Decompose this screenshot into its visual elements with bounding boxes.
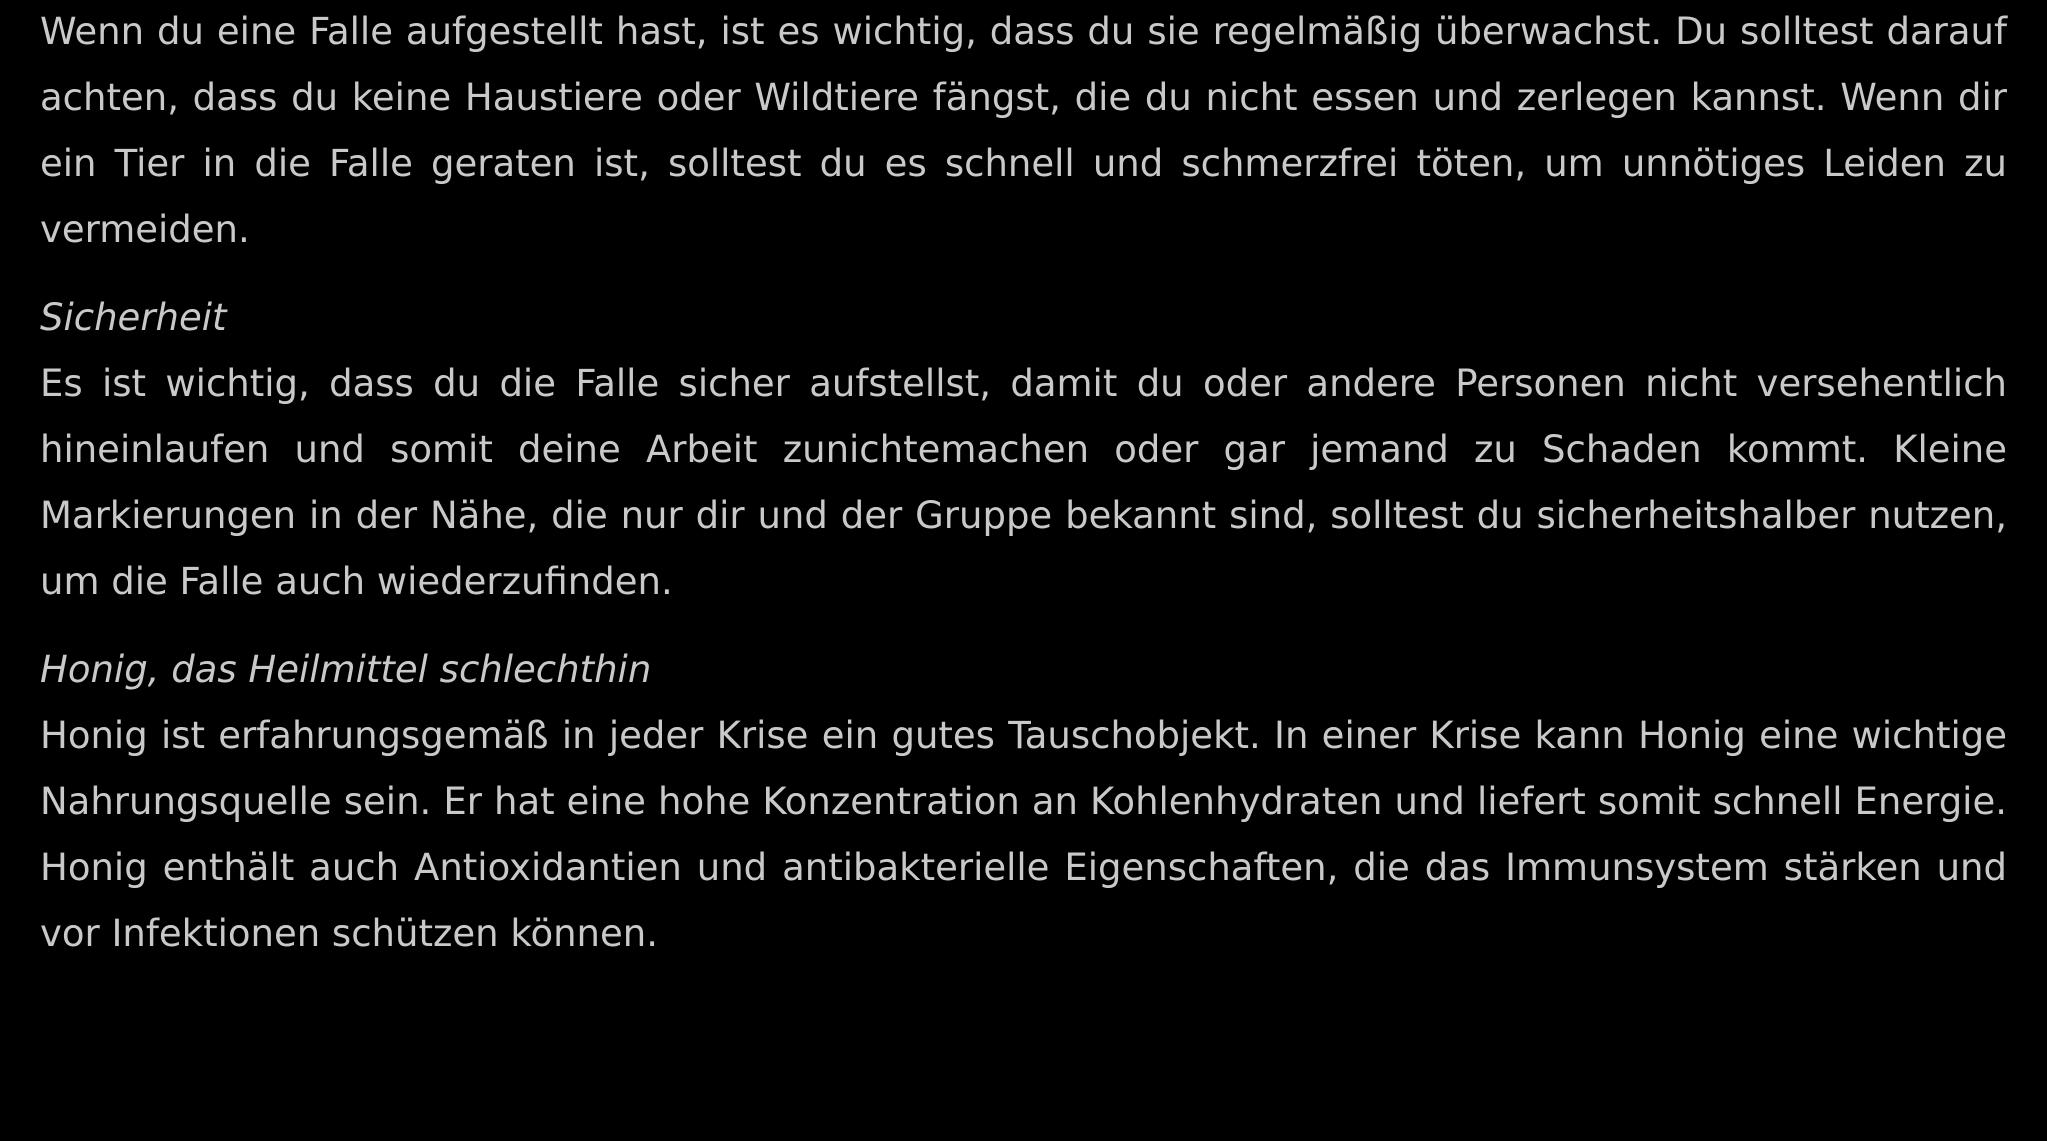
paragraph-falle-ueberwachen: Wenn du eine Falle aufgestellt hast, ist es wichtig, dass du sie regelmäßig überwachst. Du solltest darauf achten, dass du keine Haustiere oder Wildtiere fängst, die du nicht essen und zerlegen kannst. Wenn dir ein Tier in die Falle geraten ist, solltest du es schnell und schmerzfrei töten, um unnötiges Leiden zu vermeiden. xyxy=(40,10,2007,251)
paragraph-honig: Honig ist erfahrungsgemäß in jeder Krise ein gutes Tauschobjekt. In einer Krise kann Honig eine wichtige Nahrungsquelle sein. Er hat eine hohe Konzentration an Kohlenhydraten und liefert somit schnell Energie. Honig enthält auch Antioxidantien und antibakterielle Eigenschaften, die das Immunsystem stärken und vor Infektionen schützen können. xyxy=(40,714,2007,955)
section-heading-honig: Honig, das Heilmittel schlechthin xyxy=(40,648,652,691)
reader-page xyxy=(40,0,2007,967)
paragraph-sicherheit: Es ist wichtig, dass du die Falle sicher aufstellst, damit du oder andere Personen nicht versehentlich hineinlaufen und somit deine Arbeit zunichtemachen oder gar jemand zu Schaden kommt. Kleine Markierungen in der Nähe, die nur dir und der Gruppe bekannt sind, solltest du sicherheitshalber nutzen, um die Falle auch wiederzufinden. xyxy=(40,362,2007,603)
section-heading-sicherheit: Sicherheit xyxy=(40,296,227,339)
